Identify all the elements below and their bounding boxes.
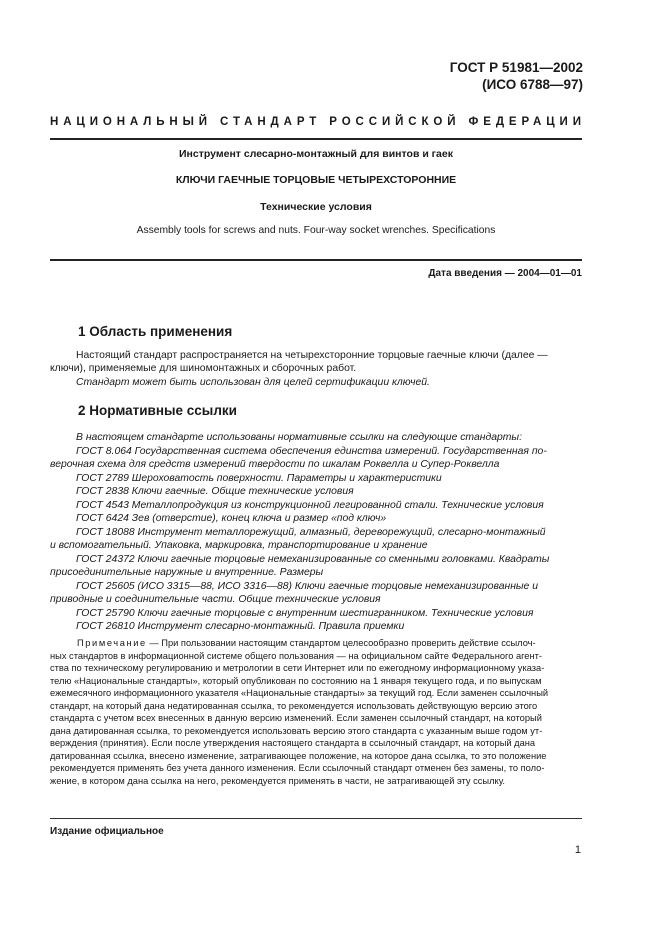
reference-line: верочная схема для средств измерений твердости по шкалам Роквелла и Супер-Роквелла <box>50 459 500 470</box>
reference-line: ГОСТ 25605 (ИСО 3315—88, ИСО 3316—88) Ключи гаечные торцовые немеханизированные и <box>76 581 539 592</box>
reference-line: ГОСТ 25790 Ключи гаечные торцовые с внутренним шестигранником. Технические условия <box>76 608 534 619</box>
reference-line: присоединительные наружные и внутренние. Размеры <box>50 567 324 578</box>
note-line: ежемесячного информационного указателя «Национальные стандарты» за текущий год. Если заменен ссылочный <box>50 688 549 698</box>
section-1-heading: 1 Область применения <box>78 324 233 339</box>
note-line: стандарт, на который дана недатированная ссылка, то рекомендуется использовать действующую версию этого <box>50 701 538 711</box>
paragraph-line: ключи), применяемые для шиномонтажных и сборочных работ. <box>50 363 357 374</box>
note-line: ных стандартов в информационной системе общего пользования — на официальном сайте Федерального агент- <box>50 651 542 661</box>
reference-line: В настоящем стандарте использованы нормативные ссылки на следующие стандарты: <box>76 432 522 443</box>
title-divider <box>50 259 582 261</box>
paragraph-line: Настоящий стандарт распространяется на четырехсторонние торцовые гаечные ключи (далее — <box>76 350 548 361</box>
reference-line: ГОСТ 26810 Инструмент слесарно-монтажный. Правила приемки <box>76 621 405 632</box>
note-line: стандарта с учетом всех внесенных в данную версию изменений. Если заменен ссылочный стандарт, на который <box>50 713 542 723</box>
document-subtitle: Инструмент слесарно-монтажный для винтов и гаек <box>179 148 453 160</box>
reference-line: и вспомогательный. Упаковка, маркировка, транспортирование и хранение <box>50 540 428 551</box>
note-first-line <box>77 637 536 649</box>
reference-line: ГОСТ 24372 Ключи гаечные торцовые немеханизированные со сменными головками. Квадраты <box>76 554 550 565</box>
reference-line: ГОСТ 4543 Металлопродукция из конструкционной легированной стали. Технические условия <box>76 500 544 511</box>
reference-line: ГОСТ 18088 Инструмент металлорежущий, алмазный, дереворежущий, слесарно-монтажный <box>76 527 546 538</box>
note-line: верждения (принятия). Если после утверждения настоящего стандарта в ссылочный стандарт, на который дана <box>50 738 536 748</box>
section-2-heading: 2 Нормативные ссылки <box>78 403 237 418</box>
document-title: КЛЮЧИ ГАЕЧНЫЕ ТОРЦОВЫЕ ЧЕТЫРЕХСТОРОННИЕ <box>175 174 457 186</box>
technical-conditions-label: Технические условия <box>260 201 372 213</box>
note-line: телю «Национальные стандарты», который опубликован по состоянию на 1 января текущего года, и по выпускам <box>50 676 542 686</box>
date-introduced: Дата введения — 2004—01—01 <box>428 268 582 279</box>
note-first-text: — При пользовании настоящим стандартом целесообразно проверить действие ссылоч- <box>146 638 536 648</box>
footer-divider <box>50 818 582 819</box>
national-standard-banner: НАЦИОНАЛЬНЫЙ СТАНДАРТ РОССИЙСКОЙ ФЕДЕРАЦИИ <box>50 116 586 128</box>
top-divider <box>50 138 582 140</box>
reference-line: приводные и соединительные части. Общие технические условия <box>50 594 381 605</box>
note-line: дана датированная ссылка, то рекомендуется использовать версию этого стандарта с указанным выше годом ут- <box>50 726 543 736</box>
note-line: ства по техническому регулированию и метрологии в сети Интернет или по ежегодному информационному указа- <box>50 663 545 673</box>
page-number: 1 <box>574 844 581 856</box>
note-line: датированная ссылка, внесено изменение, затрагивающее положение, на которое дана ссылка, то это положение <box>50 751 547 761</box>
note-label: Примечание <box>77 638 147 648</box>
english-title: Assembly tools for screws and nuts. Four-way socket wrenches. Specifications <box>136 225 496 236</box>
note-line: жение, в котором дана ссылка на него, рекомендуется применять в части, не затрагивающей эту ссылку. <box>50 776 506 786</box>
official-edition-label: Издание официальное <box>50 826 164 837</box>
reference-line: ГОСТ 8.064 Государственная система обеспечения единства измерений. Государственная по- <box>76 446 547 457</box>
reference-line: ГОСТ 2789 Шероховатость поверхности. Параметры и характеристики <box>76 473 442 484</box>
note-line: рекомендуется применять без учета данного изменения. Если ссылочный стандарт отменен без замены, то поло- <box>50 763 545 773</box>
standard-code: ГОСТ Р 51981—2002 <box>449 60 583 75</box>
reference-line: ГОСТ 6424 Зев (отверстие), конец ключа и размер «под ключ» <box>76 513 387 524</box>
reference-line: ГОСТ 2838 Ключи гаечные. Общие технические условия <box>76 486 354 497</box>
paragraph-line: Стандарт может быть использован для целей сертификации ключей. <box>76 377 430 388</box>
iso-code: (ИСО 6788—97) <box>482 77 583 92</box>
